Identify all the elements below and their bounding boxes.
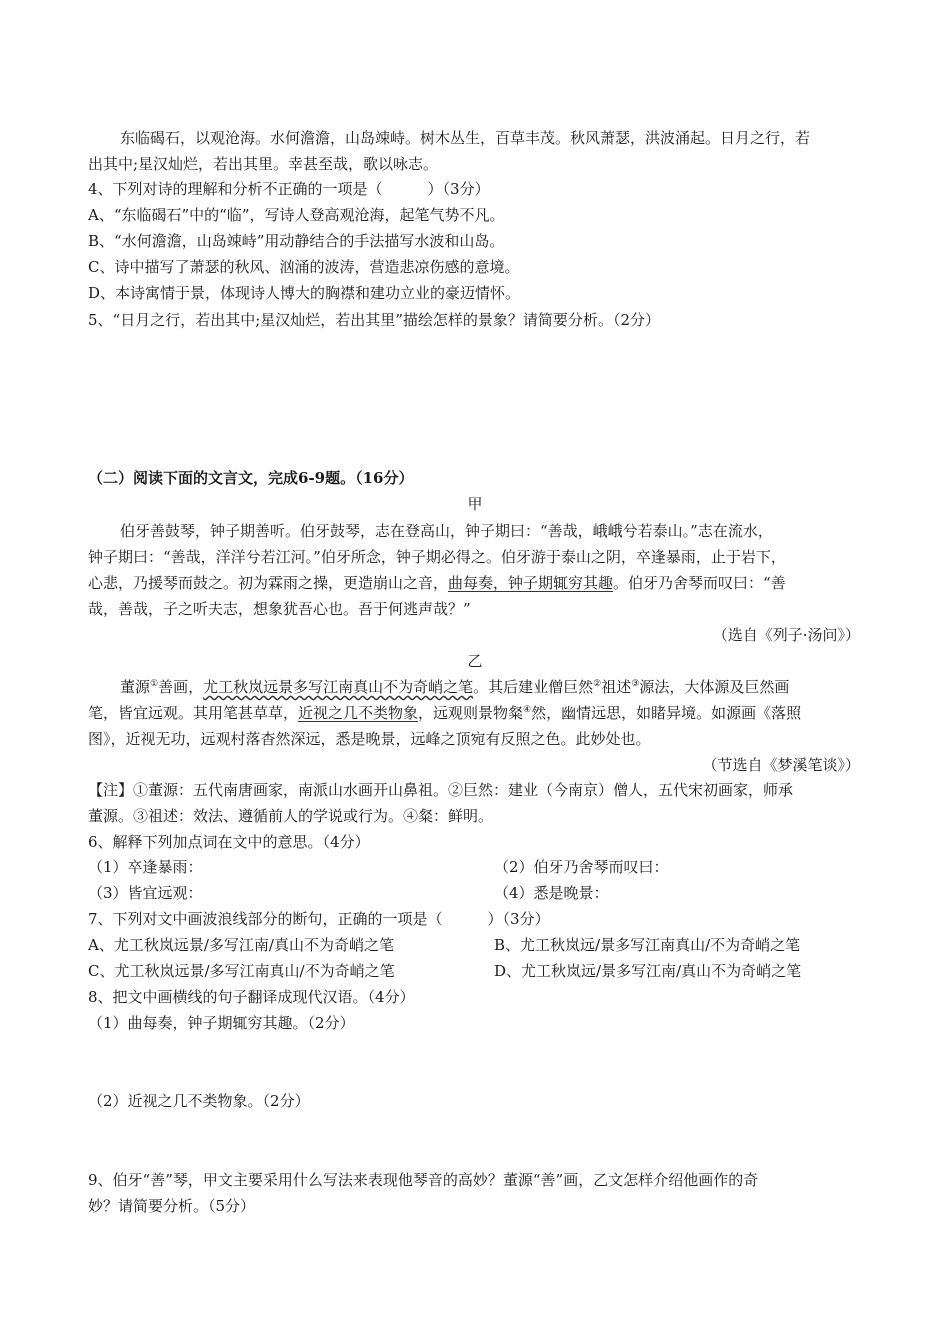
underlined-sentence-2: 近视之几不类物象 [298,704,419,722]
yi-line-1 [120,677,789,697]
yi-text: 善画， [158,678,204,696]
yi-text: 董源 [120,678,151,696]
q4-stem: 4、下列对诗的理解和分析不正确的一项是（ ）（3分） [88,180,490,198]
q7-option-c: C、尤工秋岚远景/多写江南真山/不为奇峭之笔 [88,962,395,980]
jia-line-2: 钟子期曰：“善哉，洋洋兮若江河。”伯牙所念，钟子期必得之。伯牙游于泰山之阴，卒逢暴雨，止于岩下， [88,548,786,566]
q9-line-2: 妙？请简要分析。（5分） [88,1197,256,1215]
q7-stem: 7、下列对文中画波浪线部分的断句，正确的一项是（ ）（3分） [88,910,550,928]
underlined-sentence-1: 曲每奏，钟子期辄穷其趣 [448,574,614,592]
q4-option-a: A、“东临碣石”中的“临”，写诗人登高观沧海，起笔气势不凡。 [88,206,505,224]
note-marker: ② [593,679,602,689]
jia-line-3 [88,573,786,593]
yi-line-3: 图》，近视无功，远观村落杳然深远，悉是晚景，远峰之顶宛有反照之色。此妙处也。 [88,730,651,748]
q7-option-d: D、尤工秋岚远/景多写江南/真山不为奇峭之笔 [494,962,802,980]
jia-source: （选自《列子·汤问》） [712,626,860,644]
poem-line-1: 东临碣石，以观沧海。水何澹澹，山岛竦峙。树木丛生，百草丰茂。秋风萧瑟，洪波涌起。日月之行，若 [120,129,811,147]
yi-text: 然，幽情远思，如睹异境。如源画《落照 [531,704,802,722]
note-marker: ① [150,679,159,689]
yi-text: 笔，皆宜远观。其用笔甚草草， [88,704,299,722]
q4-option-d: D、本诗寓情于景，体现诗人博大的胸襟和建功立业的豪迈情怀。 [88,284,521,302]
yi-line-2 [88,703,801,723]
yi-text: 源法，大体源及巨然画 [639,678,790,696]
yi-label: 乙 [467,652,483,670]
q8-item-1: （1）曲每奏，钟子期辄穷其趣。（2分） [88,1014,355,1032]
q6-item-1: （1）卒逢暴雨： [88,858,203,876]
q6-item-2: （2）伯牙乃舍琴而叹曰： [494,858,669,876]
q6-stem: 6、解释下列加点词在文中的意思。（4分） [88,833,370,851]
note-marker: ④ [523,705,532,715]
q9-line-1: 9、伯牙“善”琴，甲文主要采用什么写法来表现他琴音的高妙？董源“善”画，乙文怎样介绍他画作的奇 [88,1171,759,1189]
q5-stem: 5、“日月之行，若出其中;星汉灿烂，若出其里”描绘怎样的景象？请简要分析。（2分） [88,311,660,329]
note-marker: ③ [631,679,640,689]
q4-option-c: C、诗中描写了萧瑟的秋风、汹涌的波涛，营造悲凉伤感的意境。 [88,258,520,276]
jia-line-3-part-a: 心悲，乃援琴而鼓之。初为霖雨之操，更造崩山之音， [88,574,449,592]
jia-label: 甲 [467,495,483,513]
q8-item-2: （2）近视之几不类物象。（2分） [88,1092,310,1110]
yi-text: 祖述 [601,678,632,696]
yi-source: （节选自《梦溪笔谈》） [702,756,860,774]
q4-option-b: B、“水何澹澹，山岛竦峙”用动静结合的手法描写水波和山岛。 [88,232,505,250]
yi-text: ，远观则景物粲 [418,704,524,722]
jia-line-1: 伯牙善鼓琴，钟子期善听。伯牙鼓琴，志在登高山，钟子期曰：“善哉，峨峨兮若泰山。”志在流水， [120,522,773,540]
q8-stem: 8、把文中画横线的句子翻译成现代汉语。（4分） [88,988,415,1006]
note-line-2: 董源。③祖述：效法、遵循前人的学说或行为。④粲：鲜明。 [88,807,494,825]
q6-item-4: （4）悉是晚景： [494,884,609,902]
note-line-1: 【注】①董源：五代南唐画家，南派山水画开山鼻祖。②巨然：建业（今南京）僧人，五代宋初画家，师承 [88,781,794,799]
wavy-underlined-sentence: 尤工秋岚远景多写江南真山不为奇峭之笔 [203,678,474,696]
q7-option-b: B、尤工秋岚远/景多写江南真山/不为奇峭之笔 [494,936,801,954]
poem-line-2: 出其中;星汉灿烂，若出其里。幸甚至哉，歌以咏志。 [88,155,439,173]
jia-line-3-part-b: 。伯牙乃舍琴而叹曰：“善 [613,574,786,592]
yi-text: 。其后建业僧巨然 [473,678,594,696]
jia-line-4: 哉，善哉，子之听夫志，想象犹吾心也。吾于何逃声哉？” [88,600,471,618]
q6-item-3: （3）皆宜远观： [88,884,203,902]
q7-option-a: A、尤工秋岚远景/多写江南/真山不为奇峭之笔 [88,936,394,954]
section2-heading: （二）阅读下面的文言文，完成6-9题。（16分） [88,469,414,487]
